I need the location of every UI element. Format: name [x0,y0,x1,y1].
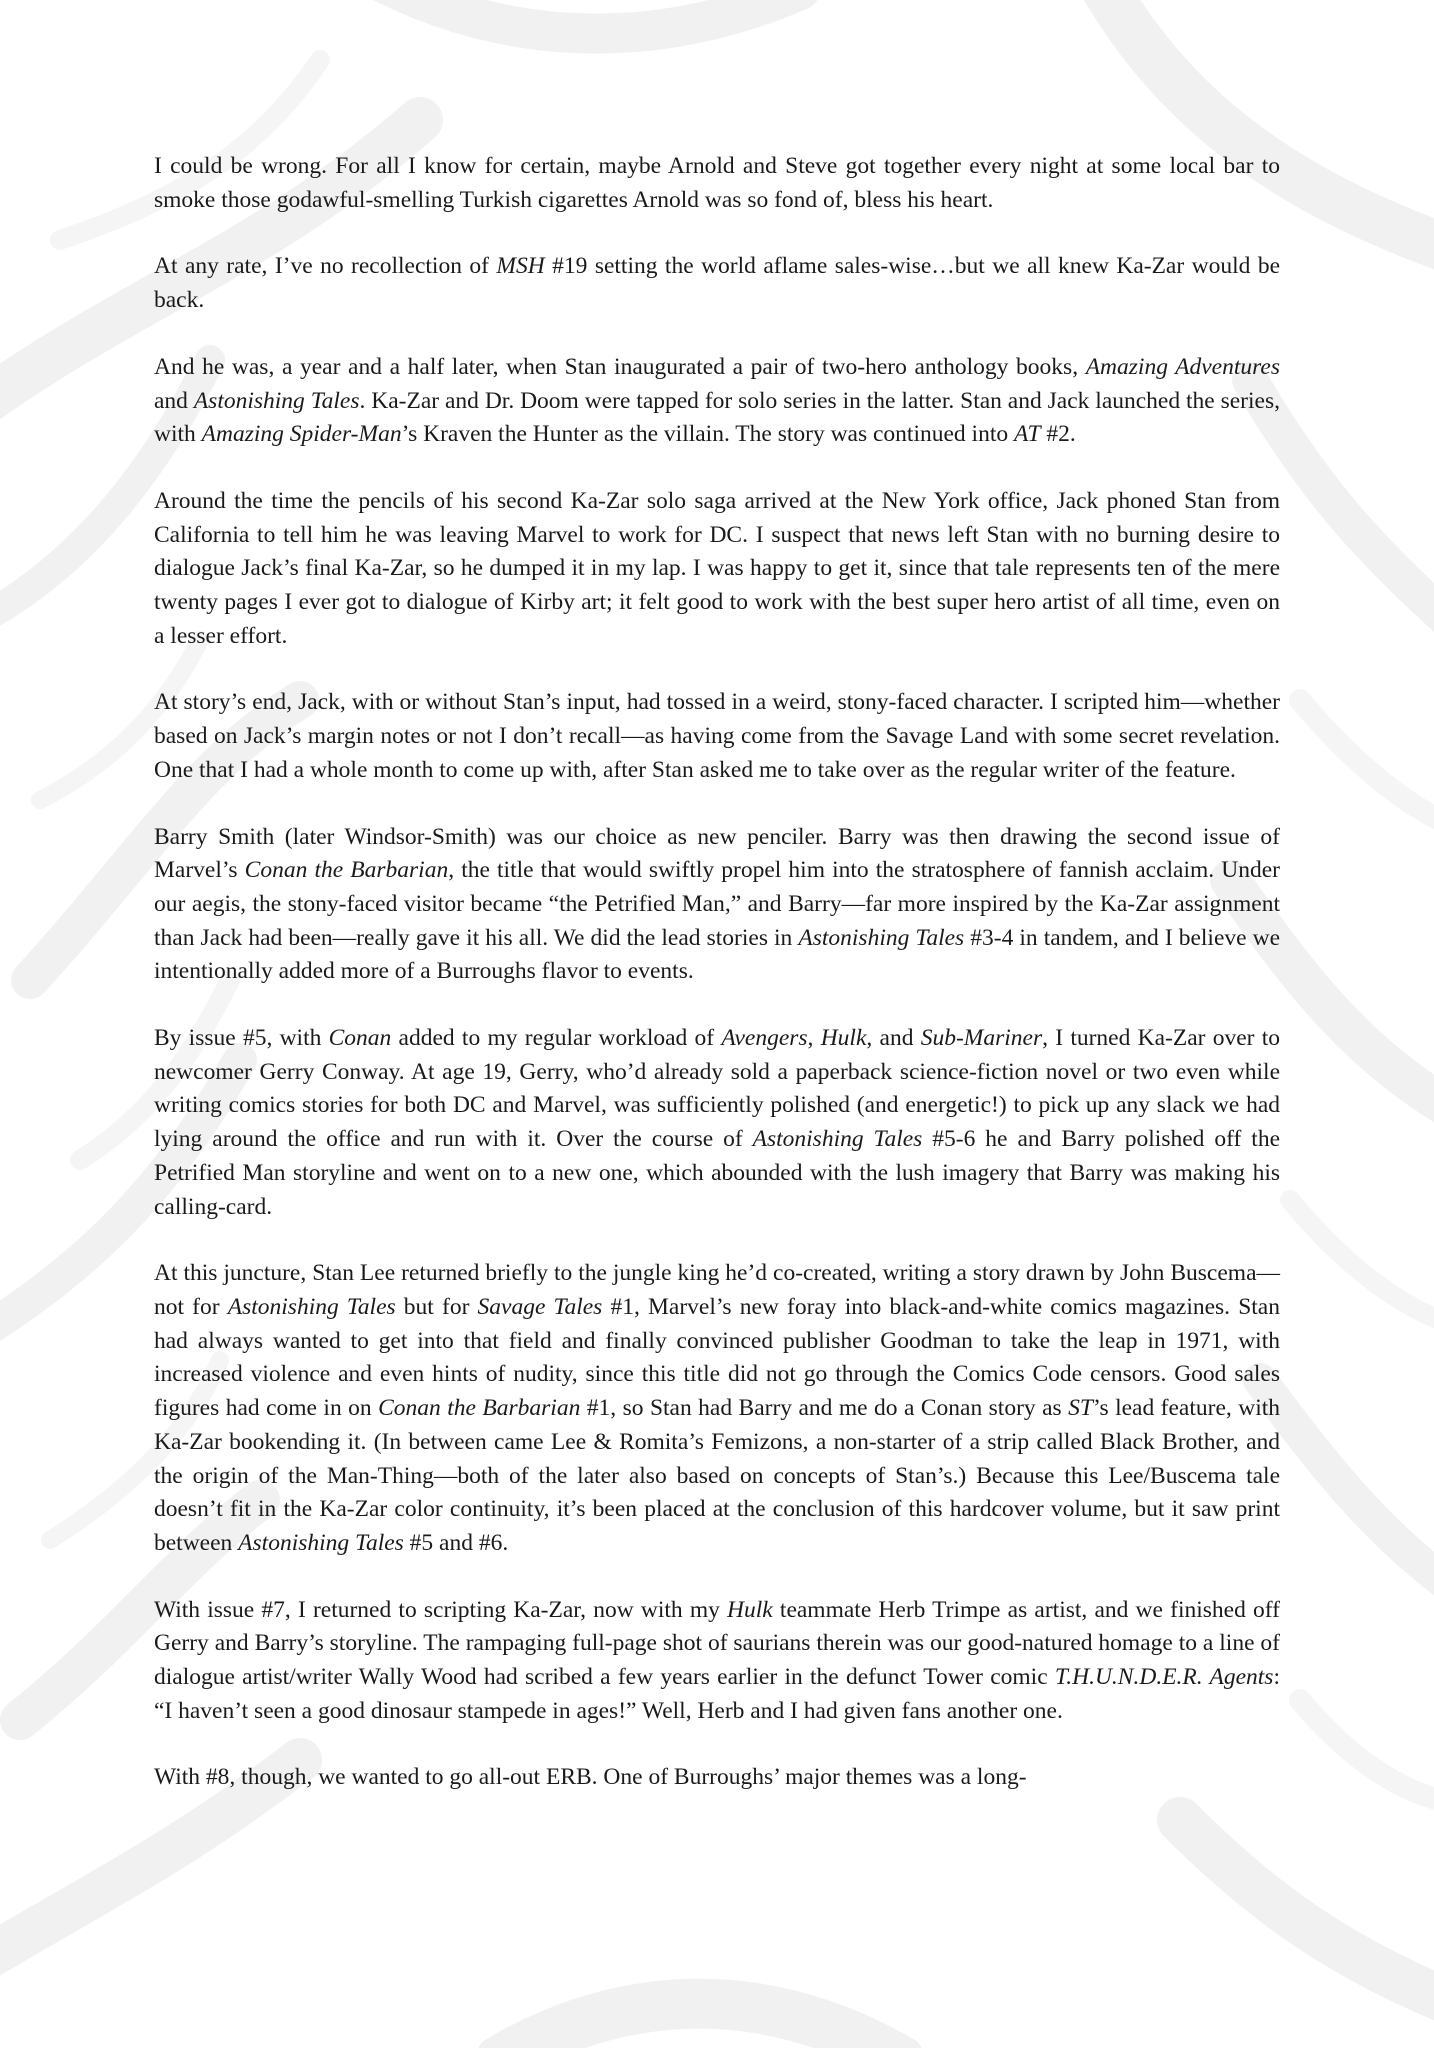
italic-title: Astonishing Tales [193,387,360,414]
article-body [154,150,1280,1828]
text-run: #2. [1040,421,1076,448]
italic-title: Amazing Adventures [1085,353,1280,380]
text-run: And he was, a year and a half later, when Stan inaugurated a pair of two-hero anthology books, [154,353,1086,380]
text-run: At this juncture, Stan Lee returned briefly to the jungle king he’d co-created, writing a story drawn by John Buscema—not for [154,1260,1280,1320]
text-run: At any rate, I’ve no recollection of [154,253,497,280]
text-run: With #8, though, we wanted to go all-out ERB. One of Burroughs’ major themes was a long- [154,1764,1027,1791]
text-run: #1, so Stan had Barry and me do a Conan story as [580,1395,1069,1422]
text-run: At story’s end, Jack, with or without Stan’s input, had tossed in a weird, stony-faced character. I scripted him—whether based on Jack’s margin notes or not I don’t recall—as having come from the Savage Land with some secret revelation. One that I had a whole month to come up with, after Stan asked me to take over as the regular writer of the feature. [154,689,1280,783]
text-run: #3-4 in tandem, and I believe we intentionally added more of a Burroughs flavor to events. [154,924,1281,985]
paragraph [154,150,1280,217]
italic-title: MSH [496,253,545,280]
text-run: #19 setting the world aflame sales-wise…but we all knew Ka-Zar would be back. [154,253,1280,314]
text-run: With issue #7, I returned to scripting Ka-Zar, now with my [154,1596,728,1623]
text-run: , and [866,1025,921,1052]
paragraph [154,351,1280,452]
italic-title: Conan the Barbarian [244,857,449,884]
paragraph [154,485,1280,654]
italic-title: Savage Tales [477,1293,603,1320]
text-run: , the title that would swiftly propel him into the stratosphere of fannish acclaim. Under our aegis, the stony-faced visitor became “the Petrified Man,” and Barry—far more inspired by the Ka-Zar assignment than Jack had been—really gave it his all. We did the lead stories in [154,857,1281,951]
text-run: #1, Marvel’s new foray into black-and-white comics magazines. Stan had always wanted to get into that field and finally convinced publisher Goodman to take the leap in 1971, with increased violence and even hints of nudity, since this title did not go through the Comics Code censors. Good sales figures had come in on [154,1293,1280,1422]
paragraph [154,250,1280,317]
italic-title: AT [1013,421,1041,448]
italic-title: Avengers [721,1025,808,1052]
paragraph [154,1022,1280,1224]
paragraph [154,1257,1280,1560]
italic-title: Hulk [727,1596,773,1623]
text-run: and [154,387,194,414]
italic-title: Astonishing Tales [798,924,965,951]
text-run: #5 and #6. [403,1529,509,1556]
paragraph [154,1594,1280,1729]
paragraph [154,821,1280,990]
italic-title: ST [1068,1395,1093,1422]
text-run: #5-6 he and Barry polished off the Petrified Man storyline and went on to a new one, which abounded with the lush imagery that Barry was making his calling-card. [154,1126,1281,1220]
italic-title: T.H.U.N.D.E.R. Agents [1054,1664,1274,1691]
italic-title: Hulk [820,1025,867,1052]
paragraph [154,686,1280,787]
text-run: ’s Kraven the Hunter as the villain. The story was continued into [401,421,1014,448]
text-run: ’s lead feature, with Ka-Zar bookending it. (In between came Lee & Romita’s Femizons, a non-starter of a strip called Black Brother, and the origin of the Man-Thing—both of the later also based on concepts of Stan’s.) Because this Lee/Buscema tale doesn’t fit in the Ka-Zar color continuity, it’s been placed at the conclusion of this hardcover volume, but it saw print between [154,1395,1281,1556]
text-run: Barry Smith (later Windsor-Smith) was our choice as new penciler. Barry was then drawing the second issue of Marvel’s [154,823,1280,884]
text-run: teammate Herb Trimpe as artist, and we finished off Gerry and Barry’s storyline. The rampaging full-page shot of saurians therein was our good-natured homage to a line of dialogue artist/writer Wally Wood had scribed a few years earlier in the defunct Tower comic [154,1596,1280,1691]
text-run: . Ka-Zar and Dr. Doom were tapped for solo series in the latter. Stan and Jack launched the series, with [154,387,1280,448]
italic-title: Astonishing Tales [238,1529,404,1556]
text-run: added to my regular workload of [391,1025,722,1052]
paragraph [154,1761,1280,1795]
text-run: : “I haven’t seen a good dinosaur stampede in ages!” Well, Herb and I had given fans another one. [154,1664,1280,1724]
text-run: , [807,1025,821,1052]
text-run: By issue #5, with [154,1025,329,1052]
italic-title: Conan [328,1025,392,1052]
italic-title: Amazing Spider-Man [201,421,402,448]
text-run: but for [395,1293,478,1320]
text-run: , I turned Ka-Zar over to newcomer Gerry Conway. At age 19, Gerry, who’d already sold a paperback science-fiction novel or two even while writing comics stories for both DC and Marvel, was sufficiently polished (and energetic!) to pick up any slack we had lying around the office and run with it. Over the course of [154,1025,1281,1153]
italic-title: Astonishing Tales [752,1126,923,1153]
italic-title: Sub-Mariner [920,1025,1043,1052]
italic-title: Astonishing Tales [227,1293,396,1320]
text-run: I could be wrong. For all I know for certain, maybe Arnold and Steve got together every night at some local bar to smoke those godawful-smelling Turkish cigarettes Arnold was so fond of, bless his heart. [154,153,1280,213]
italic-title: Conan the Barbarian [378,1395,581,1422]
text-run: Around the time the pencils of his second Ka-Zar solo saga arrived at the New York office, Jack phoned Stan from California to tell him he was leaving Marvel to work for DC. I suspect that news left Stan with no burning desire to dialogue Jack’s final Ka-Zar, so he dumped it in my lap. I was happy to get it, since that tale represents ten of the mere twenty pages I ever got to dialogue of Kirby art; it felt good to work with the best super hero artist of all time, even on a lesser effort. [154,487,1280,649]
